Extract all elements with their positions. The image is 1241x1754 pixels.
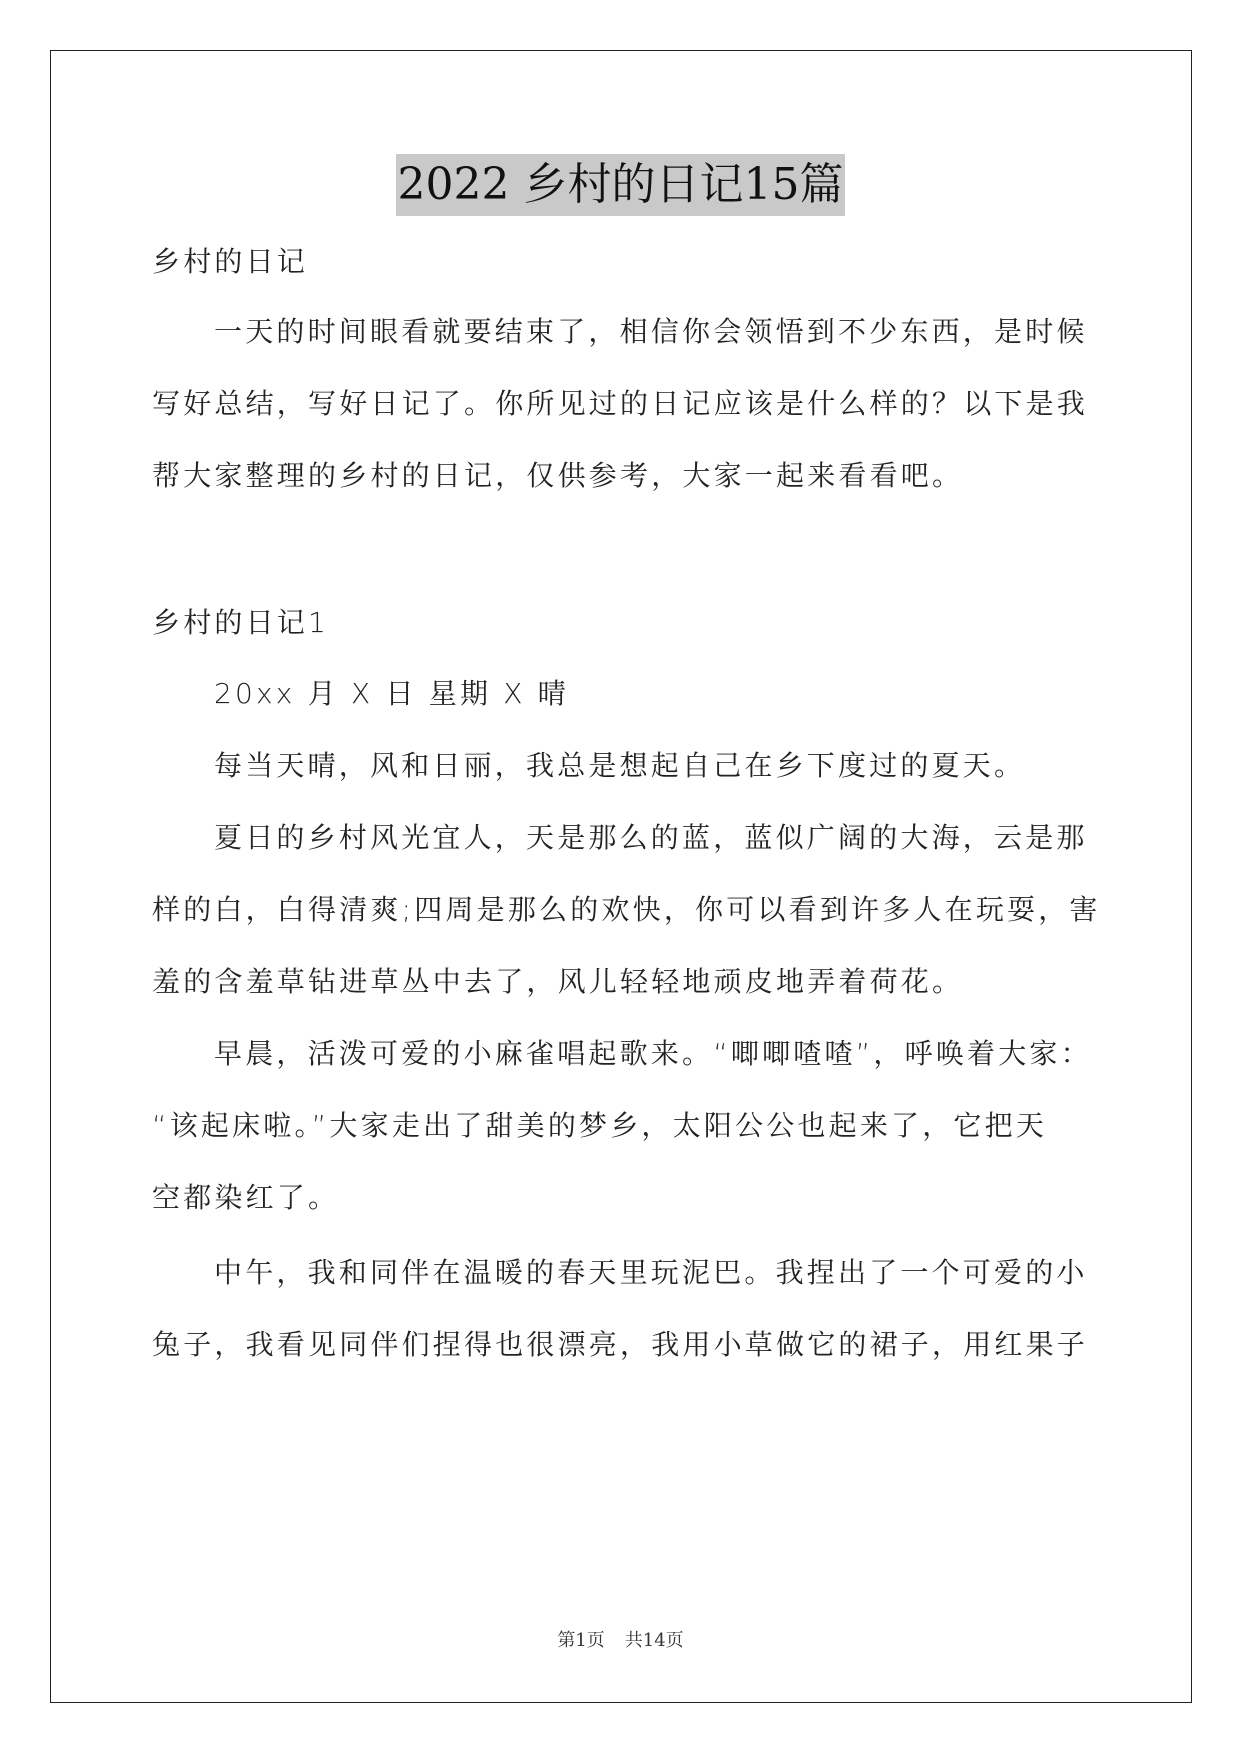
date-line: 20xx 月 X 日 星期 X 晴	[214, 677, 569, 710]
page-footer	[0, 1626, 1241, 1652]
paragraph-line: 兔子，我看见同伴们捏得也很漂亮，我用小草做它的裙子，用红果子	[152, 1328, 1089, 1361]
paragraph-line: “该起床啦。”大家走出了甜美的梦乡，太阳公公也起来了，它把天	[152, 1109, 1048, 1142]
document-title: 2022 乡村的日记15篇	[396, 154, 846, 216]
paragraph-line: 空都染红了。	[152, 1181, 340, 1214]
paragraph-line: 一天的时间眼看就要结束了，相信你会领悟到不少东西，是时候	[214, 315, 1088, 348]
paragraph-line: 样的白，白得清爽;四周是那么的欢快，你可以看到许多人在玩耍，害	[152, 893, 1101, 926]
page-total: 共14页	[624, 1630, 684, 1651]
paragraph-line: 夏日的乡村风光宜人，天是那么的蓝，蓝似广阔的大海，云是那	[214, 821, 1088, 854]
paragraph-line: 羞的含羞草钻进草丛中去了，风儿轻轻地顽皮地弄着荷花。	[152, 965, 964, 998]
section-heading-intro: 乡村的日记	[152, 245, 309, 278]
page-border	[50, 50, 1192, 1703]
paragraph-line: 早晨，活泼可爱的小麻雀唱起歌来。“唧唧喳喳”，呼唤着大家：	[214, 1037, 1092, 1070]
paragraph-line: 中午，我和同伴在温暖的春天里玩泥巴。我捏出了一个可爱的小	[214, 1256, 1088, 1289]
section-heading-1: 乡村的日记1	[152, 606, 330, 639]
title-wrap	[0, 154, 1241, 216]
page-number: 第1页	[557, 1630, 605, 1651]
paragraph-line: 帮大家整理的乡村的日记，仅供参考，大家一起来看看吧。	[152, 459, 964, 492]
paragraph-line: 写好总结，写好日记了。你所见过的日记应该是什么样的？以下是我	[152, 387, 1089, 420]
paragraph-line: 每当天晴，风和日丽，我总是想起自己在乡下度过的夏天。	[214, 749, 1026, 782]
